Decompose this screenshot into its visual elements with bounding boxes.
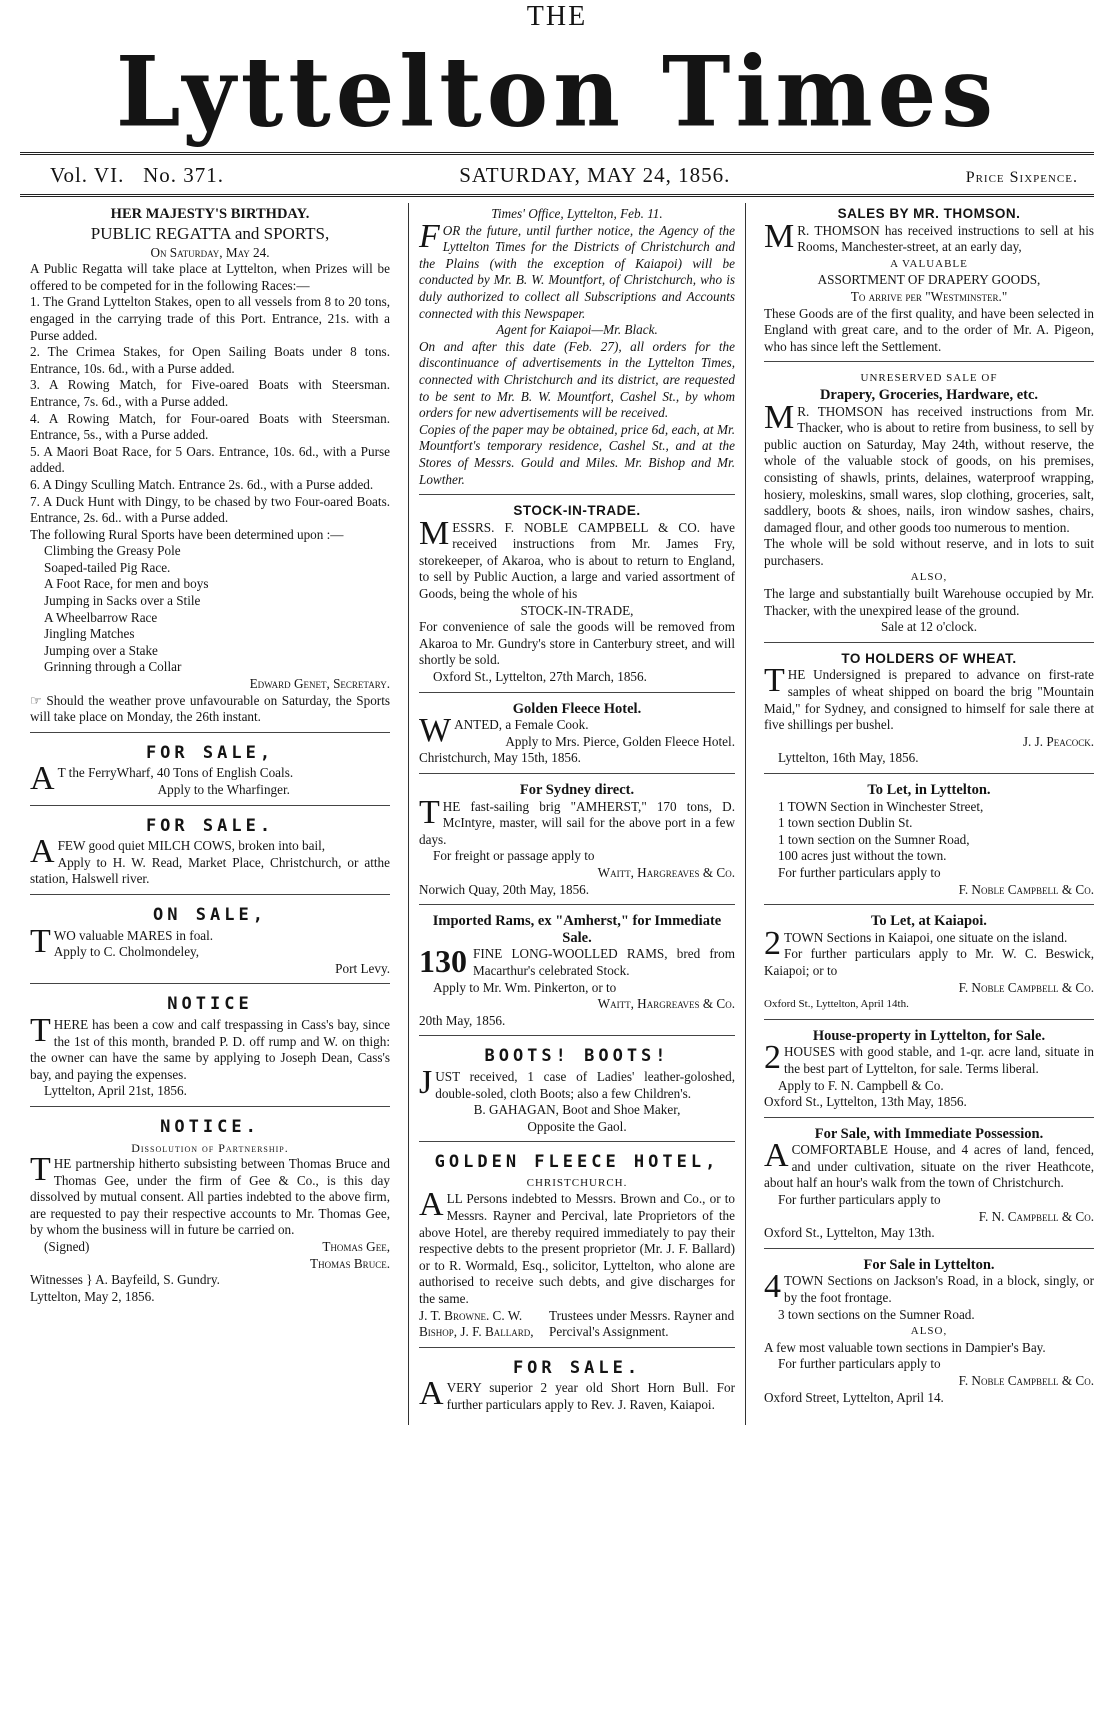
ad-title: SALES BY MR. THOMSON. (837, 206, 1021, 221)
race-item: 7. A Duck Hunt with Dingy, to be chased by two Four-oared Boats. Entrance, 2s. 6d.. with a Purse added. (30, 493, 390, 526)
rams-count: 130 (419, 943, 467, 980)
column-2 (408, 203, 746, 1425)
ad-time: Sale at 12 o'clock. (880, 619, 978, 635)
ad-body: THE Undersigned is prepared to advance on first-rate samples of wheat shipped on board the brig "Mountain Maid," for Sydney, and consigned to himself for sale there at five shillings per bushel. (764, 662, 1094, 733)
ad-body: ALL Persons indebted to Messrs. Brown and Co., or to Messrs. Rayner and Percival, late Proprietors of the above Hotel, are thereby required immediately to pay their respective debts to the present proprietor (Mr. J. F. Ballard) or to R. Wormald, Esq., solicitor, Lyttelton, who alone are authorised to receive such debts, and give discharges for the same. (419, 1186, 735, 1307)
ad-apply: Apply to F. N. Campbell & Co. (778, 1077, 944, 1093)
ad-body: MR. THOMSON has received instructions to sell at his Rooms, Manchester-street, at an early day, (764, 217, 1094, 255)
ad-body: MR. THOMSON has received instructions from Mr. Thacker, who is about to retire from business, to sell by public auction on Saturday, May 24th, without reserve, the whole of the valuable stock of goods, on his premises, consisting of shawls, prints, delaines, waterproof wrapping, hosiery, moleskins, small wares, slop clothing, groceries, salt, saddlery, boots & shoes, nails, iron window sashes, chairs, damaged flour, and other goods too numerous to mention. (764, 398, 1094, 535)
race-item: 1. The Grand Lyttelton Stakes, open to all vessels from 8 to 20 tons, engaged in the carrying trade of this Port. Entrance, 21s. with a Purse added. (30, 294, 390, 343)
ad-stock-in-trade (419, 500, 735, 693)
column-1 (30, 203, 390, 1425)
ad-apply: Apply to the Wharfinger. (157, 782, 290, 797)
ad-body: 2HOUSES with good stable, and 1-qr. acre land, situate in the best part of Lyttelton, for sale. Terms liberal. (764, 1039, 1094, 1077)
ad-to-let-lyttelton (764, 779, 1094, 905)
ad-subtitle: Dissolution of Partnership. (131, 1140, 289, 1155)
masthead-the: THE (526, 1, 588, 32)
witnesses: Witnesses } A. Bayfeild, S. Gundry. (30, 1272, 220, 1288)
ad-apply: Apply to H. W. Read, Market Place, Christchurch, or atthe station, Halswell river. (30, 854, 390, 887)
ad-body: THE partnership hitherto subsisting between Thomas Bruce and Thomas Gee, under the firm of Gee & Co., is this day dissolved by mutual consent. All parties indebted to the above firm, are requested to pay their respective accounts to Mr. Thomas Gee, by whom the business will in future be carried on. (30, 1151, 390, 1238)
ad-line: To arrive per "Westminster." (850, 288, 1008, 304)
ad-title: Drapery, Groceries, Hardware, etc. (819, 386, 1039, 403)
ad-title: For Sale, with Immediate Possession. (814, 1125, 1044, 1142)
ad-line: ASSORTMENT OF DRAPERY GOODS, (817, 272, 1041, 288)
ad-body: On and after this date (Feb. 27), all orders for the discontinuance of advertisements in the Lyttelton Times, connected with Christchurch and its district, are requested to be sent to Mr. B. W. Mountfort, Cashel St., by whom orders for new advertisements will be received. (419, 338, 735, 421)
list-item: Soaped-tailed Pig Race. (44, 559, 171, 575)
ad-body: MESSRS. F. NOBLE CAMPBELL & CO. have received instructions from Mr. James Fry, storekeeper, of Akaroa, who is about to return to England, to sell by Public Auction, a large and varied assortment of Goods, being the whole of his (419, 514, 735, 602)
list-item: Grinning through a Collar (44, 659, 182, 675)
ad-title: STOCK-IN-TRADE. (513, 503, 641, 519)
ad-body: These Goods are of the first quality, and have been selected in England with great care, and to the order of Mr. A. Pigeon, who has since left the Settlement. (764, 305, 1094, 354)
ad-title: BOOTS! BOOTS! (484, 1046, 670, 1067)
rural-list (30, 543, 390, 676)
ad-boots (419, 1041, 735, 1142)
race-item: 6. A Dingy Sculling Match. Entrance 2s. 6d., with a Purse added. (30, 476, 374, 492)
ad-apply: For further particulars apply to Mr. W. C. Beswick, Kaiapoi; or to (764, 946, 1094, 978)
volume-number (50, 163, 224, 188)
ad-for-sale-coals (30, 738, 390, 806)
ad-date: Oxford St., Lyttelton, 13th May, 1856. (764, 1094, 967, 1110)
ad-title: FOR SALE. (512, 1357, 642, 1378)
ad-for-sale-lyttelton (764, 1254, 1094, 1412)
ad-place: Port Levy. (335, 960, 390, 976)
ad-body: 2TOWN Sections in Kaiapoi, one situate on the island. (764, 924, 1068, 962)
ad-body: AT the FerryWharf, 40 Tons of English Coals. (30, 760, 294, 798)
signed-label: (Signed) (44, 1239, 90, 1255)
price: Price Sixpence. (965, 169, 1078, 186)
ad-to-let-kaiapoi (764, 910, 1094, 1020)
ad-sydney-direct (419, 779, 735, 905)
ad-body: TWO valuable MARES in foal. (30, 922, 214, 960)
ad-body: The large and substantially built Warehouse occupied by Mr. Thacker, with the unexpired lease of the ground. (764, 586, 1094, 618)
issue-number: No. 371. (143, 163, 224, 187)
ad-signature: J. J. Peacock. (1022, 733, 1094, 749)
ad-body: The following Rural Sports have been determined upon :— (30, 526, 344, 542)
trustee-names: J. T. Browne. C. W. Bishop, J. F. Ballard, (419, 1307, 534, 1340)
signature: Thomas Bruce. (310, 1255, 390, 1271)
ad-title: Imported Rams, ex "Amherst," for Immediate Sale. (432, 913, 722, 946)
dateline (0, 155, 1114, 194)
ad-apply: Apply to Mrs. Pierce, Golden Fleece Hotel. (505, 733, 735, 749)
ad-body: 4TOWN Sections on Jackson's Road, in a block, singly, or by the foot frontage. (764, 1268, 1094, 1306)
ad-body: Copies of the paper may be obtained, price 6d, each, at Mr. Mountfort's temporary residence, Cashel St., and at the Stores of Messrs. Gould and Miles. Mr. Bishop and Mr. Lowther. (419, 421, 735, 487)
race-item: 3. A Rowing Match, for Five-oared Boats with Steersman. Entrance, 7s. 6d., with a Purse added. (30, 377, 390, 409)
ad-title: For Sydney direct. (519, 782, 635, 798)
ad-on-sale-mares (30, 900, 390, 984)
masthead (0, 0, 1114, 152)
ad-date: Lyttelton, May 2, 1856. (30, 1288, 155, 1304)
signature-block (30, 1239, 390, 1256)
signature: Thomas Gee, (322, 1239, 390, 1255)
ad-subtitle: PUBLIC REGATTA and SPORTS, (90, 223, 330, 243)
columns (0, 197, 1114, 1425)
ad-title: To Let, in Lyttelton. (867, 782, 991, 798)
ad-apply: For freight or passage apply to (433, 848, 595, 864)
ad-title: NOTICE. (160, 1116, 260, 1137)
ad-apply: For further particulars apply to (778, 864, 941, 880)
ad-holders-of-wheat (764, 648, 1094, 774)
ad-body: AVERY superior 2 year old Short Horn Bull. For further particulars apply to Rev. J. Raven, Kaiapoi. (419, 1375, 735, 1413)
ad-agent: F. Noble Campbell & Co. (958, 1373, 1094, 1388)
ad-for-sale-bull (419, 1353, 735, 1420)
issue-date: SATURDAY, MAY 24, 1856. (459, 163, 731, 187)
list-item: Climbing the Greasy Pole (44, 543, 181, 559)
ad-center-line: STOCK-IN-TRADE, (520, 602, 634, 618)
ad-signature: Edward Genet, Secretary. (249, 676, 390, 692)
ad-agent: Waitt, Hargreaves & Co. (597, 996, 735, 1012)
ad-title: Golden Fleece Hotel. (512, 700, 642, 717)
ad-date: Oxford Street, Lyttelton, April 14. (764, 1389, 944, 1405)
ad-subtitle: UNRESERVED SALE OF (860, 372, 998, 385)
trustees (419, 1308, 735, 1341)
list-item: 100 acres just without the town. (778, 848, 947, 864)
ad-date: Lyttelton, 16th May, 1856. (778, 750, 919, 766)
column-3 (764, 203, 1094, 1425)
ad-apply: Apply to C. Cholmondeley, (53, 944, 200, 960)
ad-title: For Sale in Lyttelton. (863, 1256, 995, 1273)
ad-body: A few most valuable town sections in Dampier's Bay. (764, 1339, 1046, 1355)
ad-title: GOLDEN FLEECE HOTEL, (434, 1152, 720, 1173)
volume: Vol. VI. (50, 163, 125, 187)
race-item: 5. A Maori Boat Race, for 5 Oars. Entrance, 10s. 6d., with a Purse added. (30, 443, 390, 476)
ad-date: Oxford St., Lyttelton, April 14th. (764, 998, 909, 1011)
ad-line: 3 town sections on the Sumner Road. (778, 1306, 975, 1322)
ad-agent: F. Noble Campbell & Co. (958, 881, 1094, 897)
ad-date: Christchurch, May 15th, 1856. (419, 750, 581, 766)
ad-title: NOTICE (167, 994, 253, 1015)
ad-body: THE fast-sailing brig "AMHERST," 170 tons, D. McIntyre, master, will sail for the above port in a few days. (419, 793, 735, 847)
ad-title: HER MAJESTY'S BIRTHDAY. (110, 206, 310, 222)
ad-title: FOR SALE, (145, 742, 275, 763)
ad-date: Oxford St., Lyttelton, May 13th. (764, 1225, 935, 1241)
list-item: A Wheelbarrow Race (44, 609, 158, 625)
ad-birthday-regatta (30, 203, 390, 733)
list-item: Jumping in Sacks over a Stile (44, 593, 201, 609)
ad-notice-trespass (30, 989, 390, 1107)
ad-agent: F. N. Campbell & Co. (978, 1208, 1094, 1224)
ad-agent: Waitt, Hargreaves & Co. (597, 864, 735, 880)
ad-body: THERE has been a cow and calf trespassing in Cass's bay, since the 1st of this month, branded P. D. off rump and W. on thigh: the owner can have the same by applying to Joseph Dean, Cass's bay, and paying the expenses. (30, 1011, 390, 1082)
ad-body: ACOMFORTABLE House, and 4 acres of land, fenced, and under cultivation, situate on the river Heathcote, about half an hour's walk from the town of Christchurch. (764, 1137, 1094, 1191)
ad-immediate-possession (764, 1123, 1094, 1249)
ad-note: ☞ Should the weather prove unfavourable on Saturday, the Sports will take place on Monday, the 26th instant. (30, 692, 390, 725)
ad-for-sale-cows (30, 811, 390, 895)
list-item: 1 TOWN Section in Winchester Street, (778, 798, 984, 814)
ad-body: WANTED, a Female Cook. (419, 712, 589, 750)
ad-body: JUST received, 1 case of Ladies' leather-goloshed, double-soled, cloth Boots; also a few Children's. (419, 1063, 735, 1101)
ad-imported-rams (419, 910, 735, 1036)
list-item: A Foot Race, for men and boys (44, 576, 209, 592)
ad-apply: For further particulars apply to (778, 1192, 941, 1208)
ad-line: A VALUABLE (890, 257, 968, 270)
list-item: Jingling Matches (44, 626, 135, 642)
race-item: 4. A Rowing Match, for Four-oared Boats with Steersman. Entrance, 5s., with a Purse added. (30, 410, 390, 443)
list-item: 1 town section Dublin St. (778, 815, 913, 831)
ad-subtitle: CHRISTCHURCH. (526, 1176, 628, 1189)
ad-agent: F. Noble Campbell & Co. (958, 979, 1094, 995)
ad-title: To Let, at Kaiapoi. (871, 913, 987, 930)
ad-date: On Saturday, May 24. (150, 244, 270, 260)
ad-agent: Agent for Kaiapoi—Mr. Black. (496, 322, 658, 338)
trustee-role: Trustees under Messrs. Rayner and Percival's Assignment. (549, 1307, 735, 1340)
list-item: 1 town section on the Sumner Road, (778, 831, 970, 847)
ad-body: The whole will be sold without reserve, and in lots to suit purchasers. (764, 536, 1094, 568)
ad-golden-fleece-hotel (419, 1147, 735, 1348)
ad-line: ALSO, (910, 571, 948, 584)
ad-unreserved-sale (764, 367, 1094, 643)
ad-times-office (419, 203, 735, 495)
ad-title: House-property in Lyttelton, for Sale. (812, 1027, 1046, 1044)
ad-body: AFEW good quiet MILCH COWS, broken into bail, (30, 833, 326, 871)
ad-date: 20th May, 1856. (419, 1012, 506, 1028)
ad-heading: Times' Office, Lyttelton, Feb. 11. (491, 206, 663, 221)
list-item: Jumping over a Stake (44, 642, 158, 658)
ad-apply: For further particulars apply to (778, 1356, 941, 1372)
ad-body: A Public Regatta will take place at Lyttelton, when Prizes will be offered to be competed for in the following Races:— (30, 261, 390, 293)
ad-house-property (764, 1025, 1094, 1118)
ad-title: FOR SALE. (145, 815, 275, 836)
ad-golden-fleece-cook (419, 698, 735, 774)
race-item: 2. The Crimea Stakes, for Open Sailing Boats under 8 tons. Entrance, 10s. 6d., with a Purse added. (30, 344, 390, 376)
ad-title: TO HOLDERS OF WHEAT. (841, 650, 1017, 666)
ad-body: FOR the future, until further notice, the Agency of the Lyttelton Times for the Districts of Christchurch and the Plains (with the exception of Kaiapoi) will be conducted by Mr. B. W. Mountfort, of Christchurch, who is duly authorized to collect all Subscriptions and Accounts connected with this Newspaper. (419, 217, 735, 321)
ad-date: Oxford St., Lyttelton, 27th March, 1856. (433, 669, 647, 685)
ad-date: Lyttelton, April 21st, 1856. (44, 1083, 187, 1099)
ad-date: Norwich Quay, 20th May, 1856. (419, 881, 590, 897)
ad-apply: Apply to Mr. Wm. Pinkerton, or to (433, 979, 617, 995)
masthead-title: Lyttelton Times (115, 35, 999, 149)
ad-place: Opposite the Gaol. (527, 1118, 627, 1134)
ad-sales-thomson (764, 203, 1094, 362)
ad-line: ALSO, (910, 1325, 948, 1338)
ad-maker: B. GAHAGAN, Boot and Shoe Maker, (473, 1102, 681, 1118)
ad-body: For convenience of sale the goods will be removed from Akaroa to Mr. Gundry's store in Canterbury street, and will shortly be sold. (419, 619, 735, 668)
ad-title: ON SALE, (153, 904, 267, 925)
ad-body: FINE LONG-WOOLLED RAMS, bred from Macarthur's celebrated Stock. (473, 946, 735, 978)
ad-notice-partnership (30, 1112, 390, 1312)
